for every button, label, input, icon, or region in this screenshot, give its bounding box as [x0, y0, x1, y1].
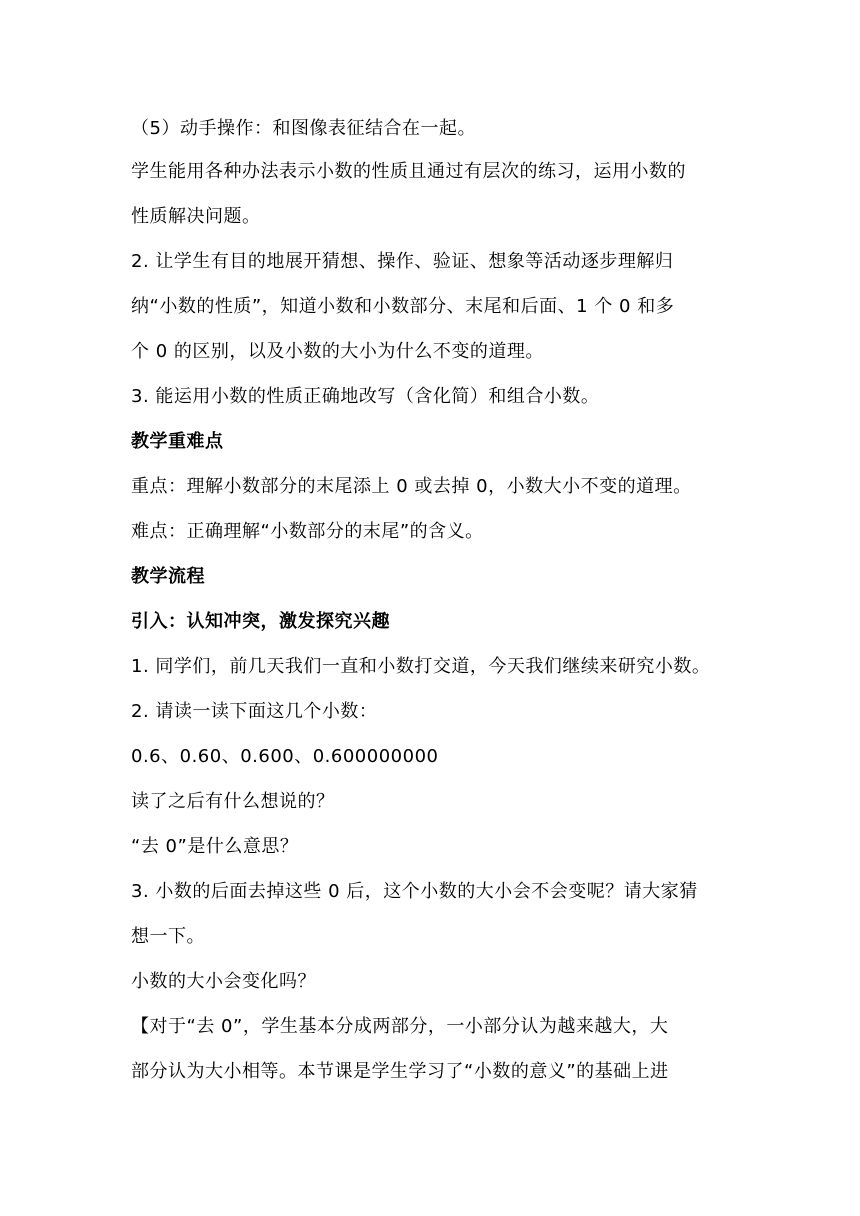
paragraph-line: 重点：理解小数部分的末尾添上 0 或去掉 0，小数大小不变的道理。: [131, 476, 692, 497]
paragraph-line: 3. 能运用小数的性质正确地改写（含化简）和组合小数。: [131, 386, 600, 407]
paragraph-line: 学生能用各种办法表示小数的性质且通过有层次的练习，运用小数的: [131, 161, 686, 182]
paragraph-line: 1. 同学们，前几天我们一直和小数打交道，今天我们继续来研究小数。: [131, 656, 711, 677]
paragraph-line: 读了之后有什么想说的？: [131, 791, 335, 812]
paragraph-line: 部分认为大小相等。本节课是学生学习了“小数的意义”的基础上进: [131, 1061, 669, 1082]
paragraph-line: “去 0”是什么意思？: [131, 836, 299, 857]
section-heading: 教学重难点: [131, 431, 224, 452]
paragraph-line: 2. 让学生有目的地展开猜想、操作、验证、想象等活动逐步理解归: [131, 251, 674, 272]
paragraph-line: 3. 小数的后面去掉这些 0 后，这个小数的大小会不会变呢？请大家猜: [131, 881, 698, 902]
paragraph-line: 小数的大小会变化吗？: [131, 971, 316, 992]
paragraph-line: 性质解决问题。: [131, 206, 261, 227]
paragraph-line: 【对于“去 0”，学生基本分成两部分，一小部分认为越来越大，大: [131, 1016, 669, 1037]
paragraph-line: （5）动手操作：和图像表征结合在一起。: [131, 118, 476, 139]
paragraph-line: 难点：正确理解“小数部分的末尾”的含义。: [131, 521, 484, 542]
paragraph-line: 想一下。: [131, 926, 205, 947]
paragraph-line: 2. 请读一读下面这几个小数：: [131, 701, 378, 722]
paragraph-line: 0.6、0.60、0.600、0.600000000: [131, 746, 439, 767]
paragraph-line: 个 0 的区别，以及小数的大小为什么不变的道理。: [131, 341, 544, 362]
section-subheading: 引入：认知冲突，激发探究兴趣: [131, 611, 390, 632]
paragraph-line: 纳“小数的性质”，知道小数和小数部分、末尾和后面、1 个 0 和多: [131, 296, 675, 317]
section-heading: 教学流程: [131, 566, 205, 587]
